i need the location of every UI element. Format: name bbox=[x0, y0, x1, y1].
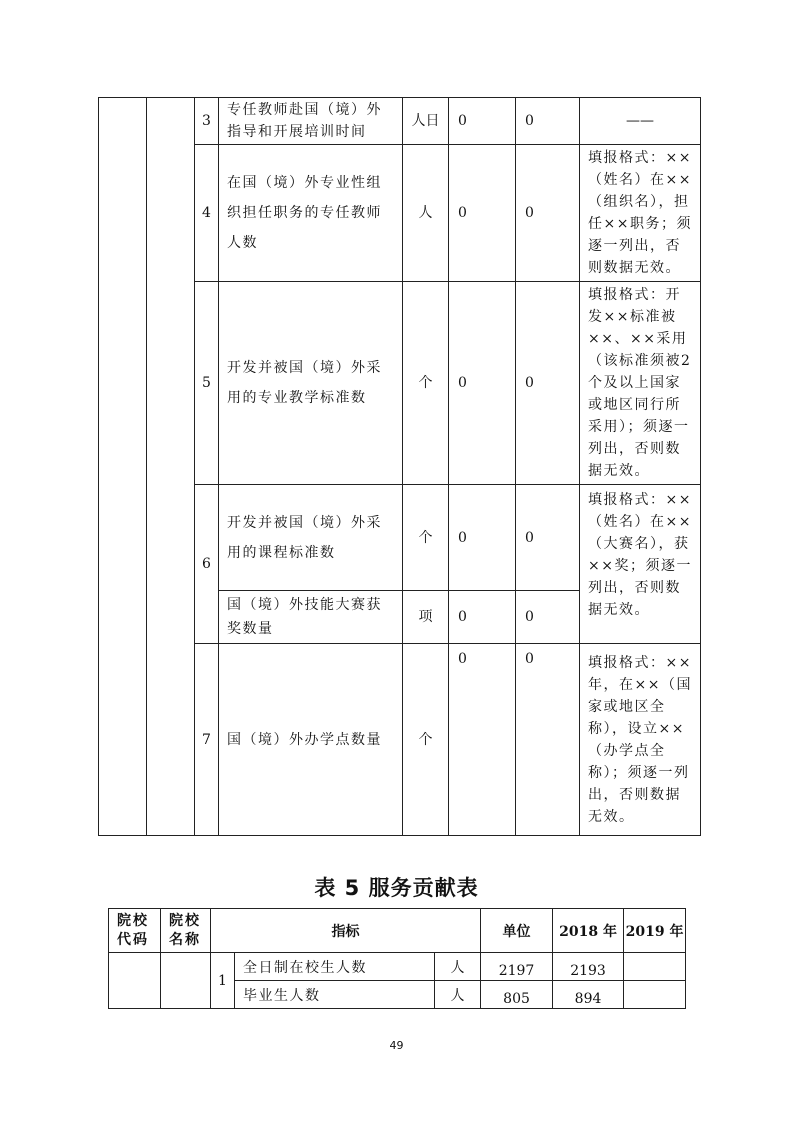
value-2019-cell: 0 bbox=[516, 98, 580, 145]
value-2019-cell: 894 bbox=[553, 981, 624, 1009]
header-indicator: 指标 bbox=[211, 909, 481, 953]
header-college-code: 院校代码 bbox=[109, 909, 161, 953]
page-number: 49 bbox=[389, 1039, 404, 1052]
unit-cell: 项 bbox=[403, 591, 449, 644]
value-2019-cell: 0 bbox=[516, 282, 580, 485]
row-number: 5 bbox=[195, 282, 219, 485]
row-number: 3 bbox=[195, 98, 219, 145]
unit-cell: 人 bbox=[435, 981, 481, 1009]
value-2018-cell: 0 bbox=[449, 485, 516, 591]
indicator-cell: 国（境）外办学点数量 bbox=[219, 644, 403, 836]
row-number: 7 bbox=[195, 644, 219, 836]
value-2018-cell: 0 bbox=[449, 282, 516, 485]
table-5-title: 表 5 服务贡献表 bbox=[314, 876, 479, 900]
note-cell bbox=[624, 981, 686, 1009]
header-college-name: 院校名称 bbox=[161, 909, 211, 953]
unit-cell: 个 bbox=[403, 485, 449, 591]
value-2018-cell: 0 bbox=[449, 145, 516, 282]
row-number: 4 bbox=[195, 145, 219, 282]
value-2018-cell: 0 bbox=[449, 644, 516, 836]
value-2019-cell: 2193 bbox=[553, 953, 624, 981]
unit-cell: 个 bbox=[403, 282, 449, 485]
unit-cell: 人日 bbox=[403, 98, 449, 145]
unit-cell: 人 bbox=[435, 953, 481, 981]
table-header-row bbox=[109, 909, 686, 953]
indicator-cell: 开发并被国（境）外采用的专业教学标准数 bbox=[219, 282, 403, 485]
value-2019-cell: 0 bbox=[516, 485, 580, 591]
unit-cell: 个 bbox=[403, 644, 449, 836]
row-number: 6 bbox=[195, 485, 219, 644]
value-2018-cell: 2197 bbox=[481, 953, 553, 981]
college-name-cell bbox=[161, 953, 211, 1009]
table-row bbox=[99, 98, 701, 145]
indicator-cell: 开发并被国（境）外采用的课程标准数 bbox=[219, 485, 403, 591]
note-cell: 填报格式：××（姓名）在××（大赛名），获××奖；须逐一列出，否则数据无效。 bbox=[580, 485, 701, 644]
note-cell: —— bbox=[580, 98, 701, 145]
value-2018-cell: 805 bbox=[481, 981, 553, 1009]
note-cell: 填报格式：开发××标准被××、××采用（该标准须被2个及以上国家或地区同行所采用）；须逐一列出，否则数据无效。 bbox=[580, 282, 701, 485]
indicator-cell: 毕业生人数 bbox=[235, 981, 435, 1009]
table-4-continuation bbox=[98, 97, 701, 836]
college-code-cell bbox=[99, 98, 147, 836]
college-code-cell bbox=[109, 953, 161, 1009]
indicator-cell: 国（境）外技能大赛获奖数量 bbox=[219, 591, 403, 644]
note-cell bbox=[624, 953, 686, 981]
note-cell: 填报格式：××（姓名）在××（组织名），担任××职务；须逐一列出，否则数据无效。 bbox=[580, 145, 701, 282]
table-5-service-contribution bbox=[108, 908, 686, 1009]
value-2019-cell: 0 bbox=[516, 591, 580, 644]
indicator-cell: 全日制在校生人数 bbox=[235, 953, 435, 981]
college-name-cell bbox=[147, 98, 195, 836]
indicator-cell: 在国（境）外专业性组织担任职务的专任教师人数 bbox=[219, 145, 403, 282]
note-cell: 填报格式：××年，在××（国家或地区全称），设立××（办学点全称）；须逐一列出，否则数据无效。 bbox=[580, 644, 701, 836]
header-unit: 单位 bbox=[481, 909, 553, 953]
value-2018-cell: 0 bbox=[449, 98, 516, 145]
header-2019: 2019 年 bbox=[624, 909, 686, 953]
value-2019-cell: 0 bbox=[516, 145, 580, 282]
indicator-cell: 专任教师赴国（境）外指导和开展培训时间 bbox=[219, 98, 403, 145]
row-number: 1 bbox=[211, 953, 235, 1009]
unit-cell: 人 bbox=[403, 145, 449, 282]
header-2018: 2018 年 bbox=[553, 909, 624, 953]
value-2019-cell: 0 bbox=[516, 644, 580, 836]
table-row bbox=[109, 953, 686, 981]
value-2018-cell: 0 bbox=[449, 591, 516, 644]
